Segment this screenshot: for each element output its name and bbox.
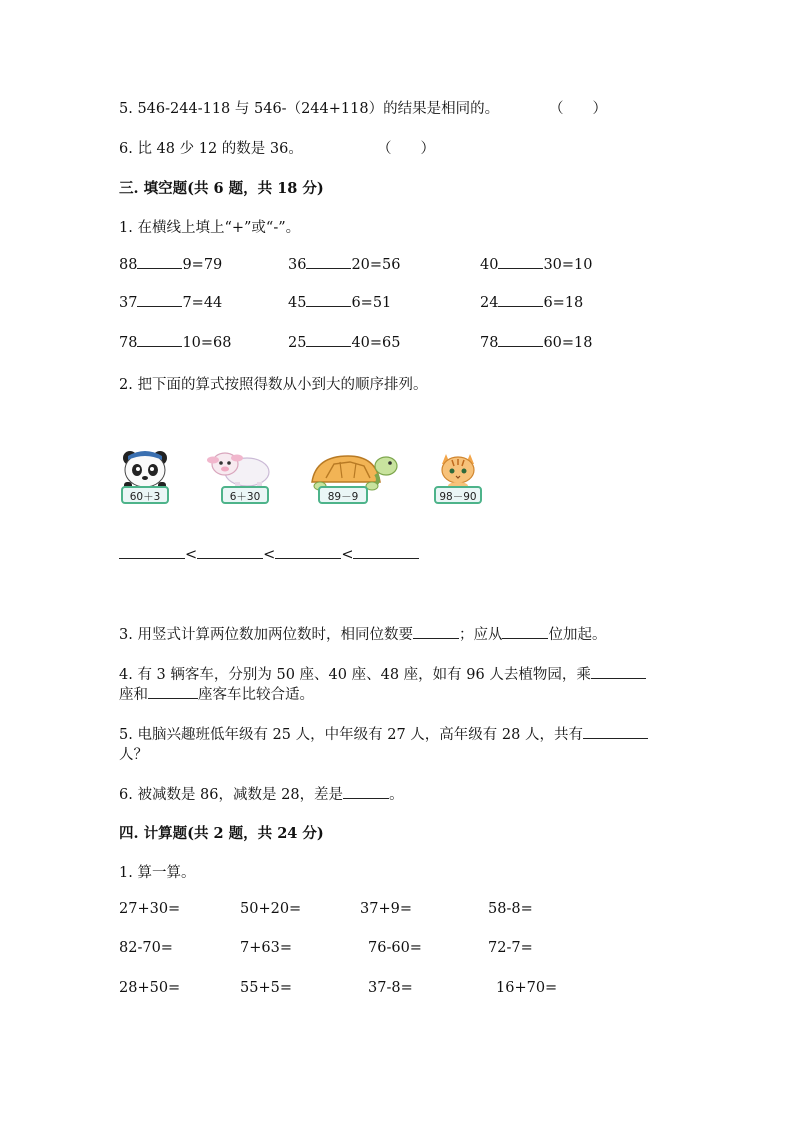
- sheep-card: [205, 448, 273, 508]
- calc-item: 82-70=: [119, 940, 173, 956]
- operand-right: 10=68: [182, 335, 232, 351]
- s3-q3: [119, 623, 606, 644]
- calc-item: 37-8=: [368, 980, 413, 996]
- calc-item: 50+20=: [240, 901, 302, 917]
- calc-item: 76-60=: [368, 940, 422, 956]
- answer-blank[interactable]: [137, 268, 182, 269]
- s4-q1-prompt: 1. 算一算。: [119, 865, 196, 881]
- s3-q1-item: [480, 295, 583, 311]
- operand-right: 9=79: [182, 257, 223, 273]
- panda-expression: 60＋3: [121, 486, 169, 504]
- s3-q4: [119, 663, 646, 684]
- answer-blank[interactable]: [343, 798, 389, 799]
- calc-item: 28+50=: [119, 980, 181, 996]
- judge-q5: [119, 97, 499, 118]
- s3-q6-text-2: 。: [389, 787, 404, 803]
- turtle-expression: 89－9: [318, 486, 368, 504]
- calc-item: 55+5=: [240, 980, 292, 996]
- s3-q4-text-1: 4. 有 3 辆客车，分别为 50 座、40 座、48 座，如有 96 人去植物园，乘: [119, 667, 591, 683]
- s3-q6-text-1: 6. 被减数是 86，减数是 28，差是: [119, 787, 344, 803]
- s3-q4-line2: [119, 683, 314, 704]
- operand-right: 6=51: [351, 295, 392, 311]
- judge-q5-text: 5. 546-244-118 与 546-（244+118）的结果是相同的。: [119, 101, 500, 117]
- s3-q1-item: [480, 257, 593, 273]
- s3-q1-item: [119, 257, 222, 273]
- s3-q1-item: [119, 295, 222, 311]
- calc-item: 72-7=: [488, 940, 533, 956]
- s3-q2-prompt: 2. 把下面的算式按照得数从小到大的顺序排列。: [119, 377, 428, 393]
- operand-right: 60=18: [543, 335, 593, 351]
- ordering-row: [119, 547, 419, 563]
- operand-right: 40=65: [351, 335, 401, 351]
- calc-item: 58-8=: [488, 901, 533, 917]
- answer-blank[interactable]: [413, 638, 459, 639]
- judge-q6-answer-paren[interactable]: （ ）: [377, 141, 435, 157]
- order-blank-3[interactable]: [275, 558, 341, 559]
- section3-title: 三. 填空题(共 6 题，共 18 分): [119, 180, 324, 197]
- sheep-expression: 6＋30: [221, 486, 269, 504]
- panda-card: [118, 448, 173, 508]
- cat-card: [432, 448, 484, 508]
- judge-q6: [119, 137, 303, 158]
- s3-q5: [119, 723, 648, 744]
- answer-blank[interactable]: [137, 306, 182, 307]
- operand-right: 30=10: [543, 257, 593, 273]
- operand-right: 6=18: [543, 295, 584, 311]
- s3-q4-text-3: 座客车比较合适。: [198, 687, 314, 703]
- answer-blank[interactable]: [498, 346, 543, 347]
- operand-left: 45: [288, 295, 307, 311]
- less-than-sign: <: [263, 547, 276, 563]
- answer-blank[interactable]: [502, 638, 548, 639]
- s3-q3-text-3: 位加起。: [548, 627, 607, 643]
- operand-left: 40: [480, 257, 499, 273]
- s3-q4-text-2: 座和: [119, 687, 148, 703]
- calc-item: 7+63=: [240, 940, 292, 956]
- cat-icon: [432, 448, 484, 490]
- answer-blank[interactable]: [591, 678, 646, 679]
- s3-q1-item: [288, 295, 391, 311]
- order-blank-1[interactable]: [119, 558, 185, 559]
- s3-q5-text-1: 5. 电脑兴趣班低年级有 25 人，中年级有 27 人，高年级有 28 人，共有: [119, 727, 583, 743]
- answer-blank[interactable]: [583, 738, 648, 739]
- operand-left: 25: [288, 335, 307, 351]
- answer-blank[interactable]: [498, 306, 543, 307]
- calc-item: 16+70=: [496, 980, 558, 996]
- operand-left: 88: [119, 257, 138, 273]
- operand-left: 78: [119, 335, 138, 351]
- answer-blank[interactable]: [498, 268, 543, 269]
- answer-blank[interactable]: [306, 346, 351, 347]
- operand-right: 7=44: [182, 295, 223, 311]
- operand-left: 78: [480, 335, 499, 351]
- sheep-icon: [205, 448, 273, 490]
- s3-q6: [119, 783, 404, 804]
- turtle-card: [306, 448, 398, 508]
- s3-q1-prompt: 1. 在横线上填上“+”或“-”。: [119, 220, 301, 236]
- s3-q1-item: [288, 335, 401, 351]
- answer-blank[interactable]: [306, 306, 351, 307]
- order-blank-4[interactable]: [353, 558, 419, 559]
- s3-q3-text-2: ；应从: [458, 627, 503, 643]
- section4-title: 四. 计算题(共 2 题，共 24 分): [119, 825, 324, 842]
- answer-blank[interactable]: [137, 346, 182, 347]
- less-than-sign: <: [341, 547, 354, 563]
- calc-item: 27+30=: [119, 901, 181, 917]
- calc-item: 37+9=: [360, 901, 412, 917]
- s3-q5-line2: 人？: [119, 747, 148, 763]
- s3-q1-item: [119, 335, 232, 351]
- answer-blank[interactable]: [148, 698, 198, 699]
- cat-expression: 98－90: [434, 486, 482, 504]
- operand-right: 20=56: [351, 257, 401, 273]
- answer-blank[interactable]: [306, 268, 351, 269]
- operand-left: 36: [288, 257, 307, 273]
- order-blank-2[interactable]: [197, 558, 263, 559]
- s3-q1-item: [288, 257, 401, 273]
- judge-q6-text: 6. 比 48 少 12 的数是 36。: [119, 141, 303, 157]
- s3-q1-item: [480, 335, 593, 351]
- less-than-sign: <: [185, 547, 198, 563]
- operand-left: 37: [119, 295, 138, 311]
- s3-q3-text-1: 3. 用竖式计算两位数加两位数时，相同位数要: [119, 627, 413, 643]
- judge-q5-answer-paren[interactable]: （ ）: [549, 101, 607, 117]
- operand-left: 24: [480, 295, 499, 311]
- panda-icon: [118, 448, 173, 490]
